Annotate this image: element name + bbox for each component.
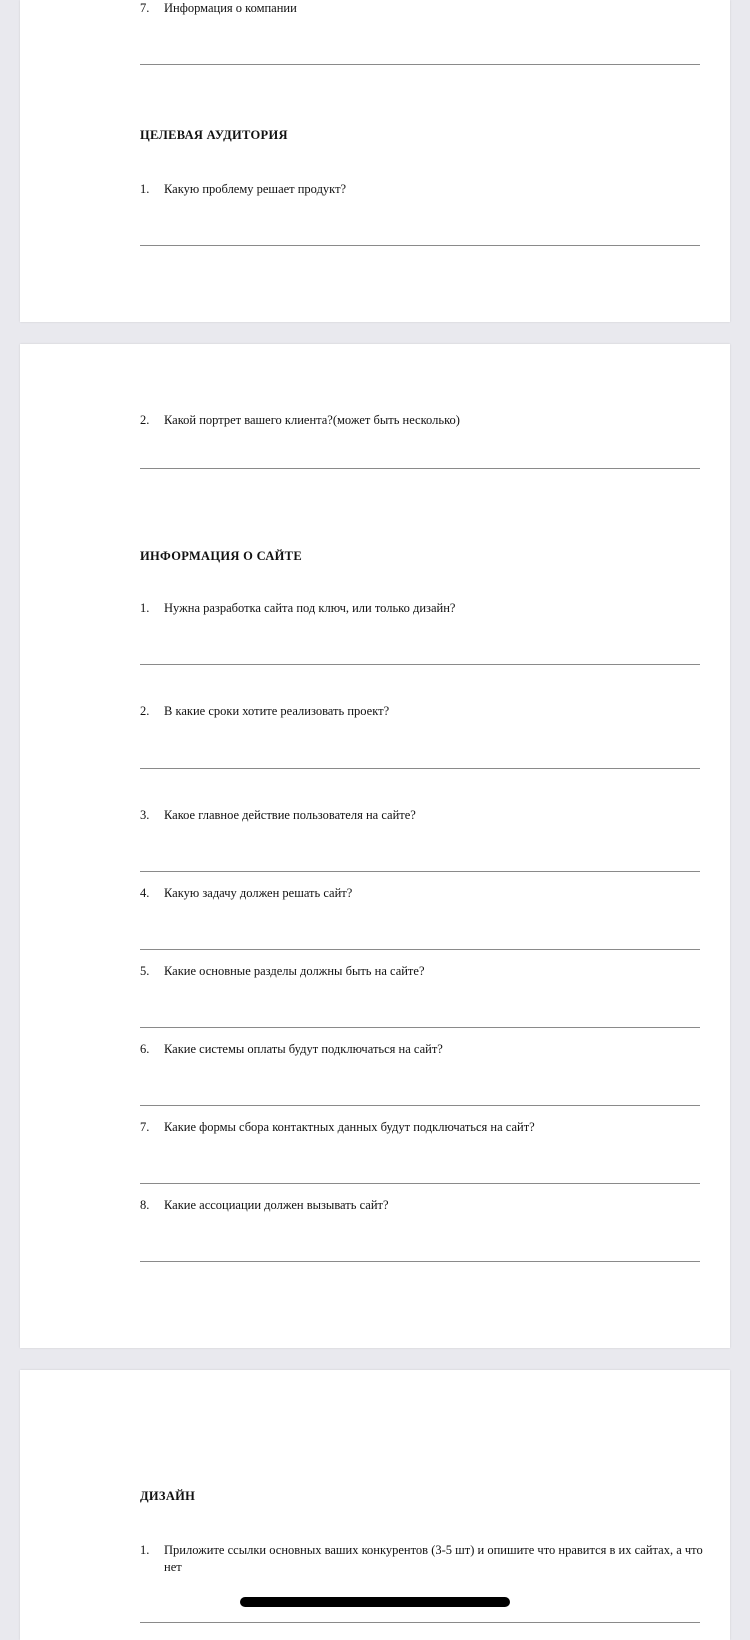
home-indicator[interactable] [240, 1597, 510, 1607]
question-text: Какую задачу должен решать сайт? [164, 886, 353, 900]
document-page-1 [20, 0, 730, 322]
question-text: Какое главное действие пользователя на сайте? [164, 808, 416, 822]
question-number: 7. [140, 1120, 150, 1134]
question-number: 7. [140, 1, 150, 15]
question-number: 3. [140, 808, 150, 822]
answer-line [140, 768, 700, 769]
answer-line [140, 1027, 700, 1028]
question-number: 2. [140, 704, 150, 718]
question-text: Какую проблему решает продукт? [164, 182, 347, 196]
question-number: 2. [140, 413, 150, 427]
question-site-4 [140, 885, 704, 902]
question-site-7 [140, 1119, 704, 1136]
document-page-2 [20, 344, 730, 1348]
question-site-2 [140, 703, 704, 720]
question-text: Нужна разработка сайта под ключ, или только дизайн? [164, 601, 456, 615]
answer-line [140, 871, 700, 872]
question-site-6 [140, 1041, 704, 1058]
question-number: 8. [140, 1198, 150, 1212]
question-number: 1. [140, 1543, 150, 1557]
question-number: 4. [140, 886, 150, 900]
section-heading-site: ИНФОРМАЦИЯ О САЙТЕ [140, 549, 302, 563]
question-site-1 [140, 600, 704, 617]
question-design-1 [140, 1542, 704, 1576]
question-text: Какие основные разделы должны быть на сайте? [164, 964, 425, 978]
question-site-3 [140, 807, 704, 824]
answer-line [140, 468, 700, 469]
question-number: 1. [140, 182, 150, 196]
answer-line [140, 1261, 700, 1262]
section-heading-audience: ЦЕЛЕВАЯ АУДИТОРИЯ [140, 128, 288, 142]
answer-line [140, 1622, 700, 1623]
question-text: Какие системы оплаты будут подключаться на сайт? [164, 1042, 443, 1056]
question-site-5 [140, 963, 704, 980]
answer-line [140, 1105, 700, 1106]
question-number: 6. [140, 1042, 150, 1056]
question-audience-1 [140, 181, 704, 198]
question-site-8 [140, 1197, 704, 1214]
question-audience-2 [140, 412, 704, 429]
answer-line [140, 664, 700, 665]
question-number: 5. [140, 964, 150, 978]
question-company-info [140, 0, 704, 17]
question-number: 1. [140, 601, 150, 615]
question-text: Какой портрет вашего клиента?(может быть несколько) [164, 413, 460, 427]
question-text: Информация о компании [164, 1, 297, 15]
question-text: Какие ассоциации должен вызывать сайт? [164, 1198, 389, 1212]
answer-line [140, 949, 700, 950]
answer-line [140, 64, 700, 65]
question-text: Приложите ссылки основных ваших конкурентов (3-5 шт) и опишите что нравится в их сайтах, а что нет [164, 1543, 703, 1574]
question-text: В какие сроки хотите реализовать проект? [164, 704, 390, 718]
answer-line [140, 245, 700, 246]
answer-line [140, 1183, 700, 1184]
question-text: Какие формы сбора контактных данных будут подключаться на сайт? [164, 1120, 535, 1134]
section-heading-design: ДИЗАЙН [140, 1489, 196, 1503]
